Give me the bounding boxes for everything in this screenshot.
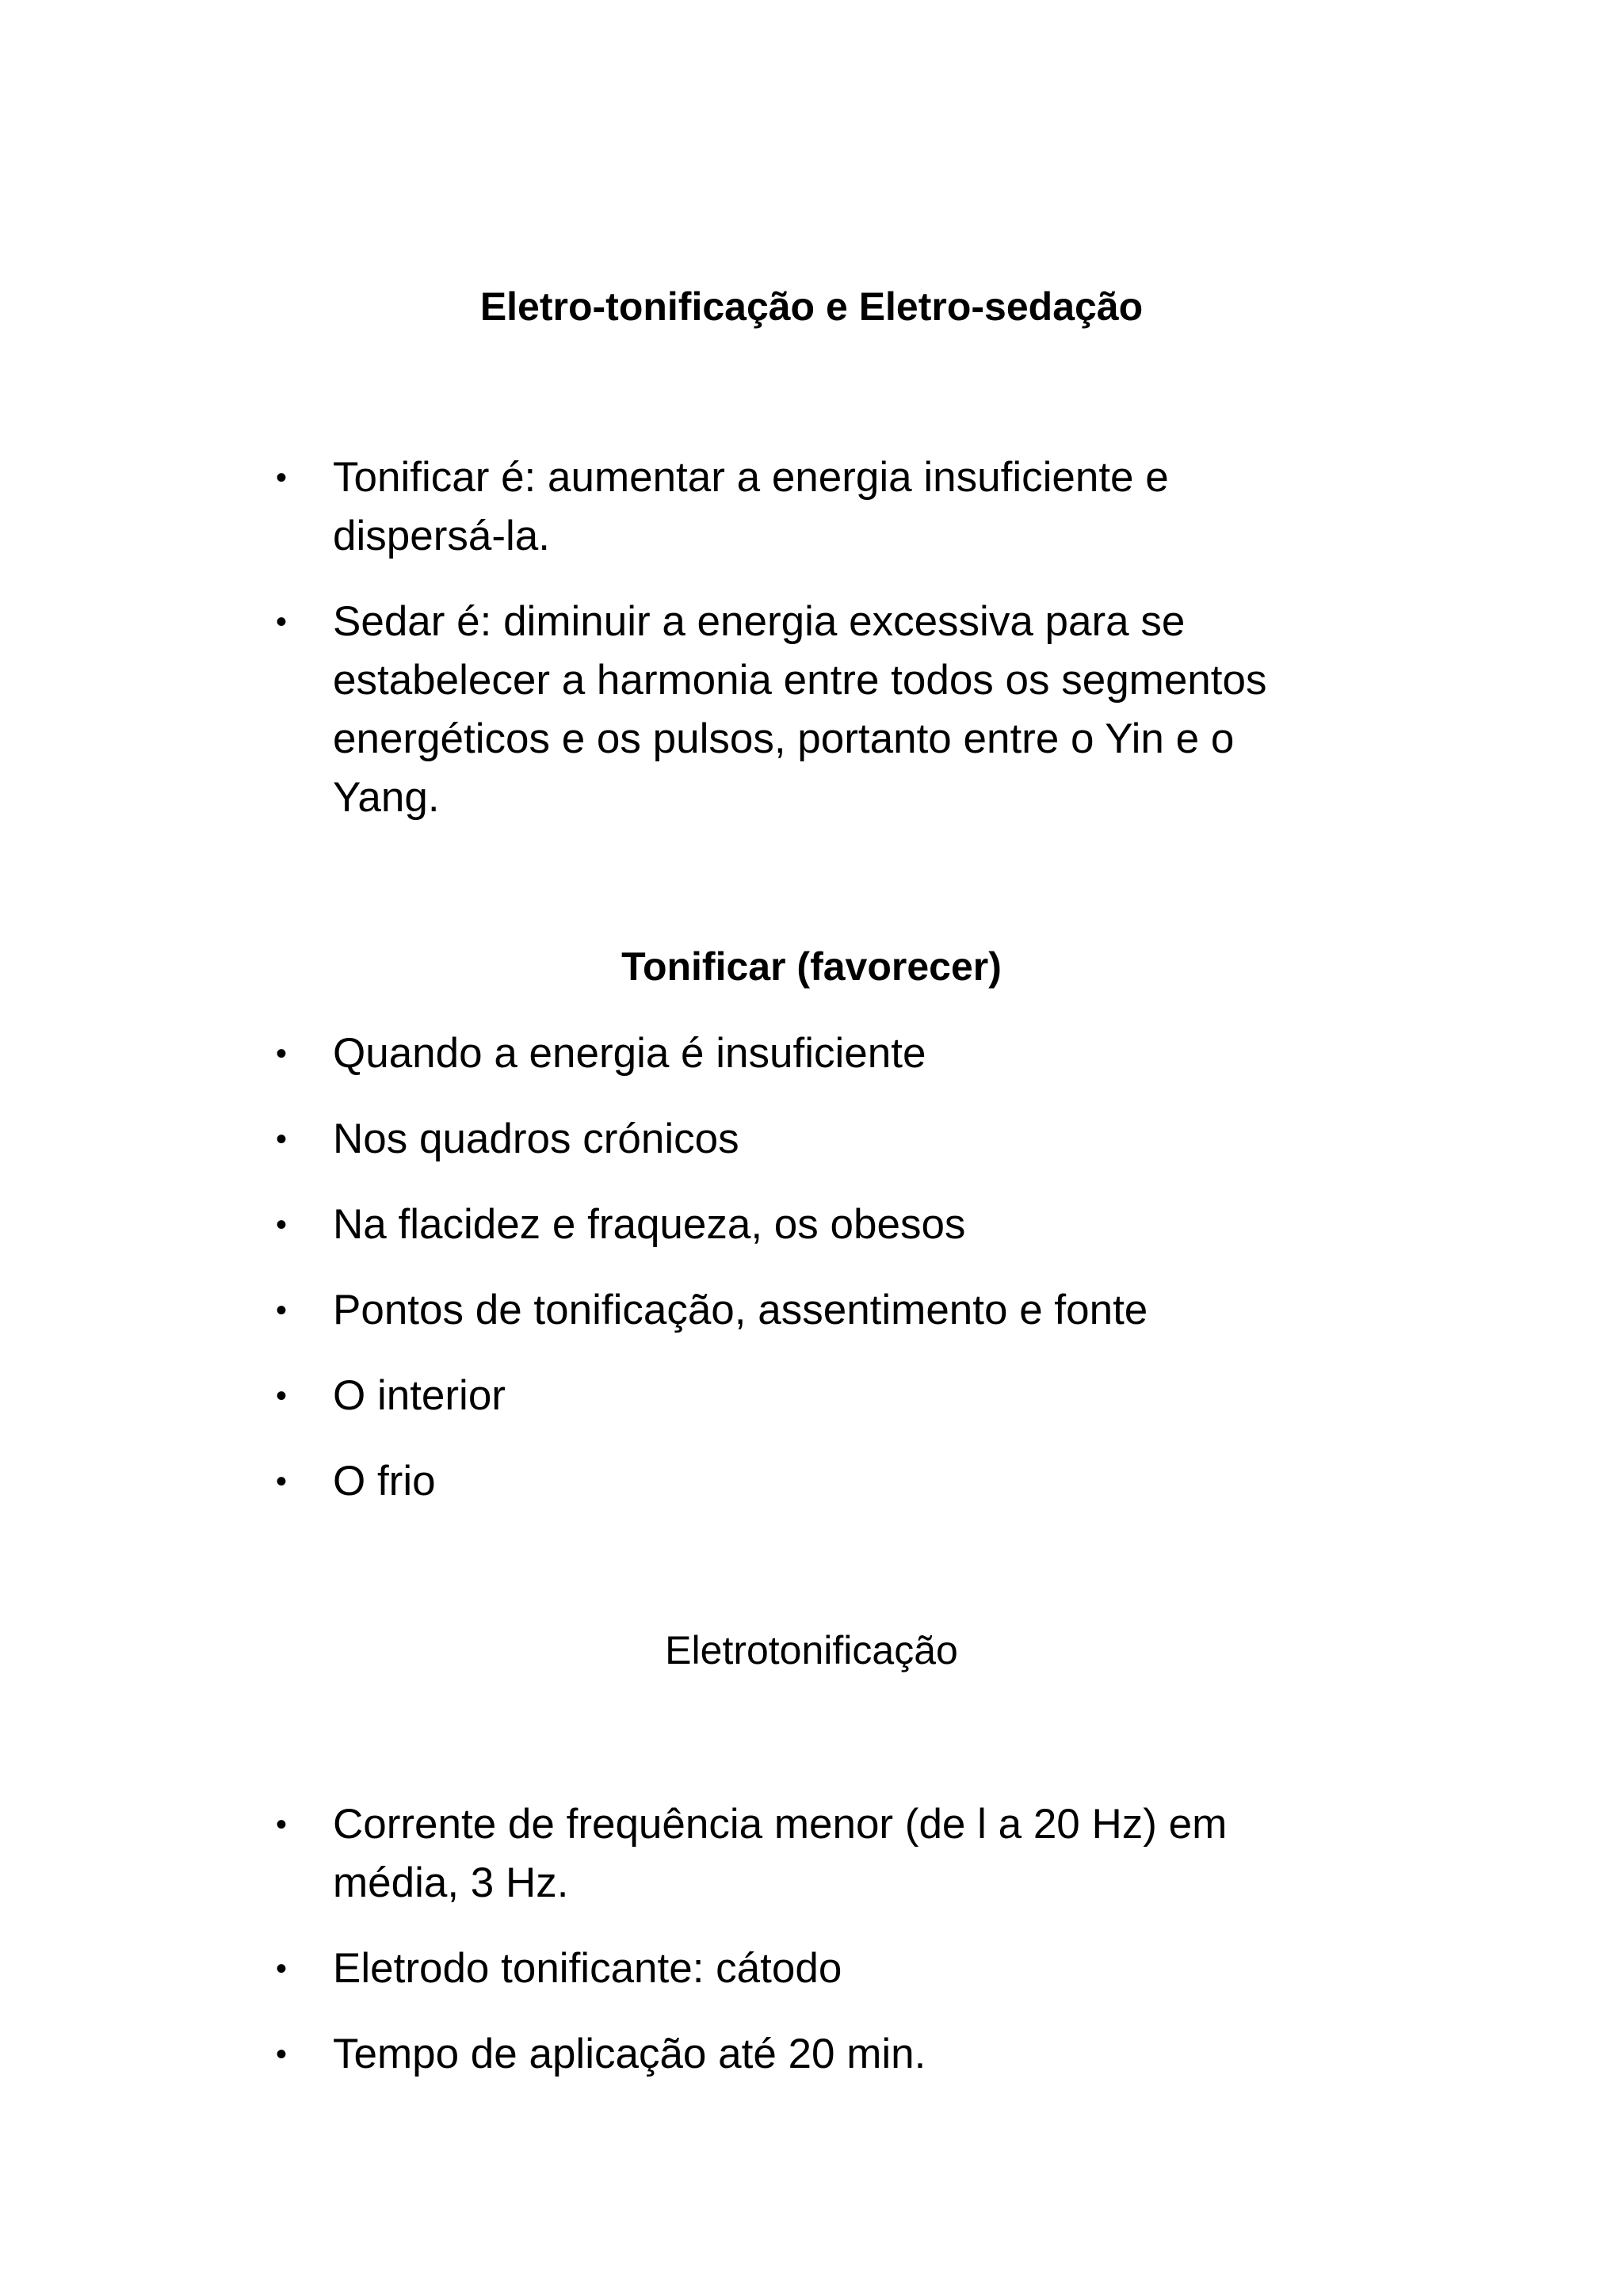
bullet-icon: • bbox=[276, 1951, 288, 1986]
list-item bbox=[276, 1196, 1330, 1254]
bullet-icon: • bbox=[276, 460, 288, 495]
section-heading-eletrotonificacao: Eletrotonificação bbox=[665, 1628, 958, 1672]
document-title: Eletro-tonificação e Eletro-sedação bbox=[479, 284, 1144, 329]
list-item-text: Nos quadros crónicos bbox=[333, 1116, 739, 1162]
bullet-icon: • bbox=[276, 2037, 288, 2072]
list-item bbox=[276, 1024, 1330, 1083]
list-item-text: Na flacidez e fraqueza, os obesos bbox=[333, 1201, 966, 1248]
list-item-text: Eletrodo tonificante: cátodo bbox=[333, 1945, 842, 1992]
list-item-text: O frio bbox=[333, 1458, 436, 1505]
list-item bbox=[276, 2025, 1330, 2084]
bullet-icon: • bbox=[276, 1807, 288, 1842]
bullet-icon: • bbox=[276, 605, 288, 639]
list-item bbox=[276, 1795, 1330, 1913]
bullet-icon: • bbox=[276, 1122, 288, 1157]
eletrotonificacao-list bbox=[276, 1795, 1330, 2084]
list-item bbox=[276, 593, 1330, 827]
list-item bbox=[276, 1452, 1330, 1511]
list-item bbox=[276, 1367, 1330, 1425]
list-item bbox=[276, 448, 1330, 566]
list-item-text: Quando a energia é insuficiente bbox=[333, 1030, 926, 1077]
list-item-text: Tonificar é: aumentar a energia insuficiente e dispersá-la. bbox=[333, 454, 1169, 559]
list-item bbox=[276, 1939, 1330, 1998]
intro-list bbox=[276, 448, 1330, 854]
bullet-icon: • bbox=[276, 1293, 288, 1328]
list-item-text: O interior bbox=[333, 1372, 506, 1419]
section-heading-tonificar: Tonificar (favorecer) bbox=[621, 944, 1002, 989]
bullet-icon: • bbox=[276, 1379, 288, 1413]
bullet-icon: • bbox=[276, 1207, 288, 1242]
list-item-text: Pontos de tonificação, assentimento e fonte bbox=[333, 1287, 1148, 1333]
bullet-icon: • bbox=[276, 1036, 288, 1071]
list-item bbox=[276, 1281, 1330, 1340]
tonificar-list bbox=[276, 1024, 1330, 1511]
list-item bbox=[276, 1110, 1330, 1169]
list-item-text: Corrente de frequência menor (de l a 20 Hz) em média, 3 Hz. bbox=[333, 1801, 1228, 1906]
bullet-icon: • bbox=[276, 1464, 288, 1499]
list-item-text: Sedar é: diminuir a energia excessiva para se estabelecer a harmonia entre todos os segmentos energéticos e os pulsos, portanto entre o Yin e o Yang. bbox=[333, 598, 1267, 821]
list-item-text: Tempo de aplicação até 20 min. bbox=[333, 2031, 926, 2077]
